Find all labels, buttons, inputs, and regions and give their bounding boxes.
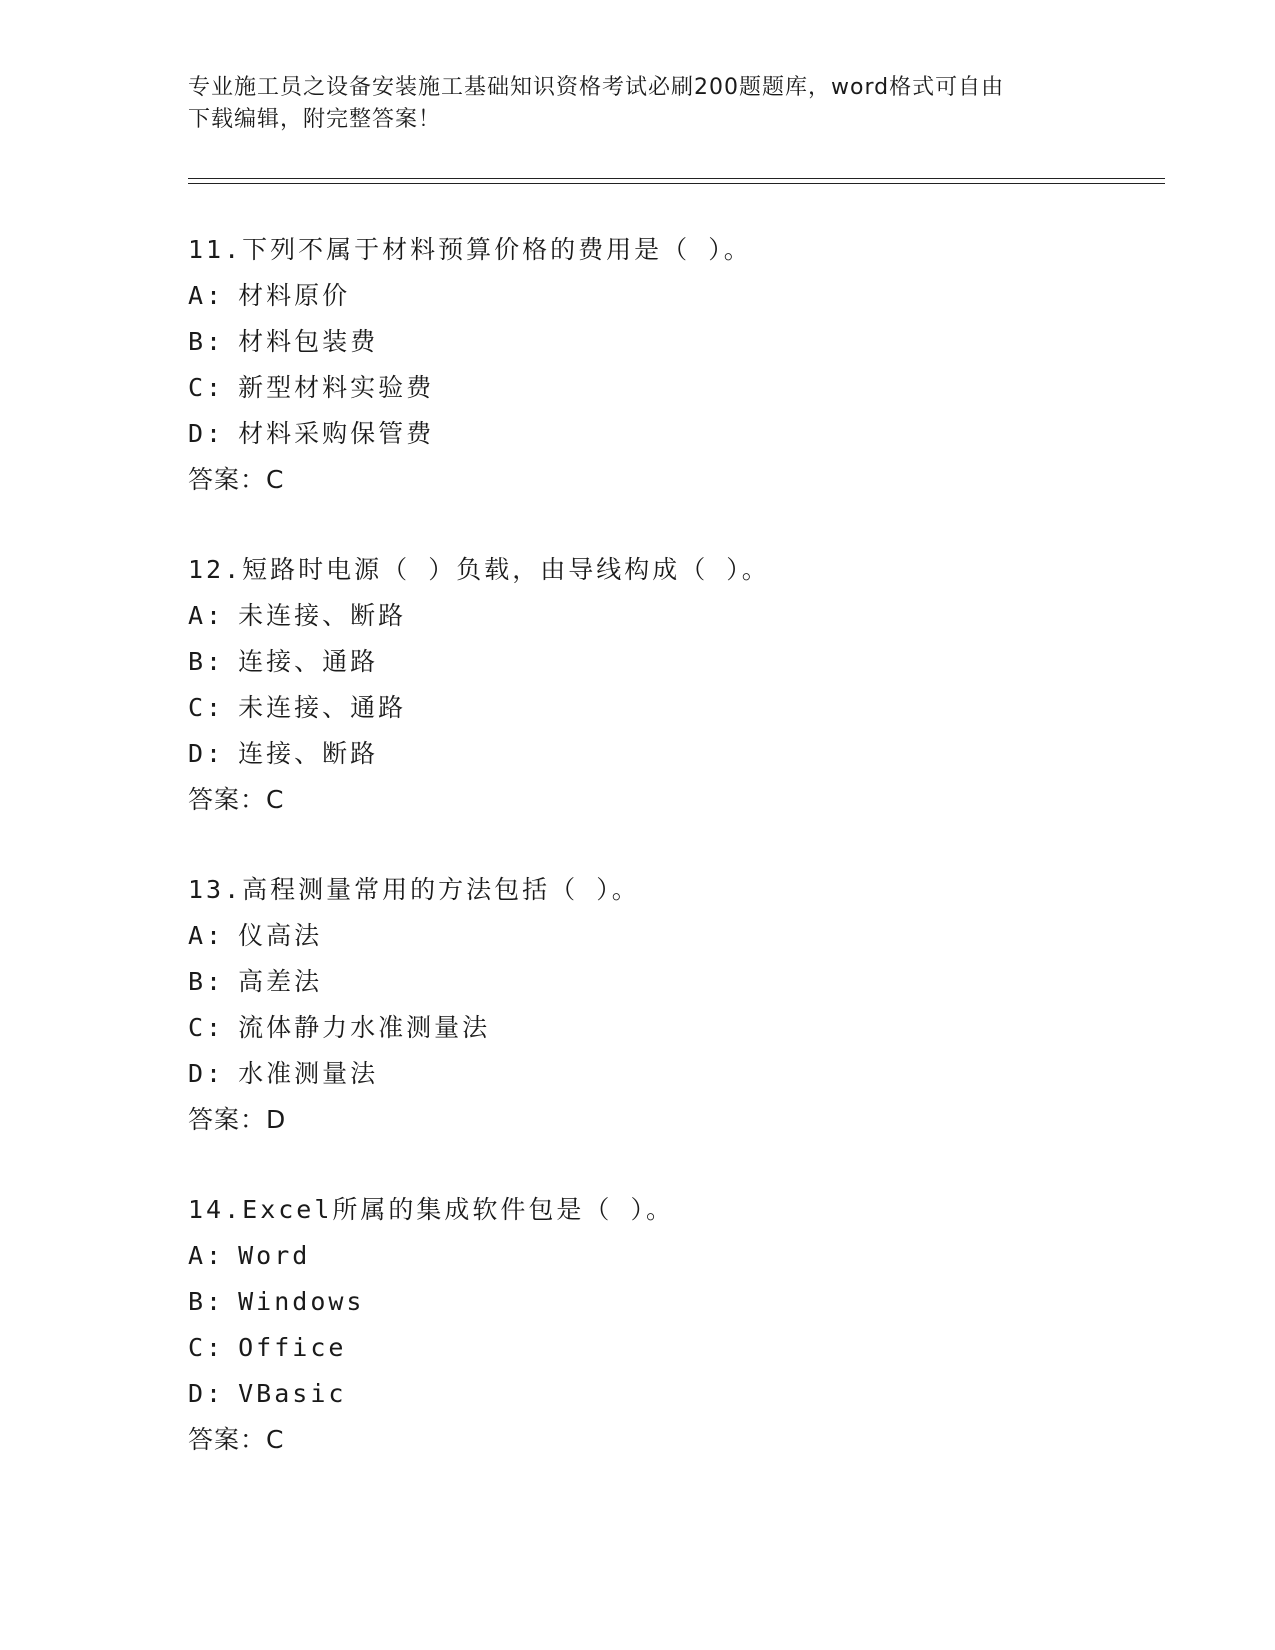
question-stem: 13.高程测量常用的方法包括（ ）。 (188, 875, 640, 904)
option-c (188, 1005, 640, 1051)
option-text: 材料采购保管费 (238, 419, 435, 448)
option-a (188, 593, 770, 639)
option-b (188, 639, 770, 685)
option-label: D: (188, 1059, 225, 1088)
option-b (188, 959, 640, 1005)
option-text: Windows (238, 1287, 365, 1316)
option-label: D: (188, 739, 225, 768)
option-label: C: (188, 1013, 225, 1042)
option-text: 新型材料实验费 (238, 373, 435, 402)
option-label: D: (188, 1379, 225, 1408)
option-label: C: (188, 693, 225, 722)
option-a (188, 913, 640, 959)
option-text: Office (238, 1333, 347, 1362)
option-label: A: (188, 601, 225, 630)
header-divider-bottom (188, 183, 1165, 184)
option-c (188, 685, 770, 731)
option-text: 未连接、通路 (238, 693, 407, 722)
option-label: A: (188, 921, 225, 950)
option-d (188, 731, 770, 777)
option-text: Word (238, 1241, 311, 1270)
header-line-2: 下载编辑，附完整答案！ (188, 107, 442, 132)
option-b (188, 1279, 674, 1325)
question-block (188, 547, 770, 823)
option-text: 未连接、断路 (238, 601, 407, 630)
header-line-1: 专业施工员之设备安装施工基础知识资格考试必刷200题题库，word格式可自由 (188, 75, 1005, 100)
option-label: A: (188, 1241, 225, 1270)
option-c (188, 365, 752, 411)
option-label: B: (188, 1287, 225, 1316)
option-text: 材料原价 (238, 281, 351, 310)
question-stem: 14.Excel所属的集成软件包是（ ）。 (188, 1195, 674, 1224)
option-text: 流体静力水准测量法 (238, 1013, 491, 1042)
option-label: B: (188, 647, 225, 676)
option-label: B: (188, 327, 225, 356)
option-text: 水准测量法 (238, 1059, 379, 1088)
option-label: A: (188, 281, 225, 310)
option-d (188, 411, 752, 457)
question-stem: 12.短路时电源（ ）负载，由导线构成（ ）。 (188, 555, 770, 584)
option-a (188, 273, 752, 319)
answer-line: 答案：C (188, 465, 285, 494)
option-c (188, 1325, 674, 1371)
option-label: C: (188, 1333, 225, 1362)
option-text: VBasic (238, 1379, 347, 1408)
option-text: 连接、通路 (238, 647, 379, 676)
option-a (188, 1233, 674, 1279)
answer-line: 答案：D (188, 1105, 287, 1134)
option-text: 仪高法 (238, 921, 323, 950)
document-header (188, 72, 1068, 136)
question-block (188, 227, 752, 503)
option-label: D: (188, 419, 225, 448)
option-d (188, 1371, 674, 1417)
option-text: 材料包装费 (238, 327, 379, 356)
option-text: 连接、断路 (238, 739, 379, 768)
answer-line: 答案：C (188, 785, 285, 814)
option-text: 高差法 (238, 967, 323, 996)
header-divider-top (188, 178, 1165, 179)
question-block (188, 1187, 674, 1463)
option-b (188, 319, 752, 365)
answer-line: 答案：C (188, 1425, 285, 1454)
question-block (188, 867, 640, 1143)
question-stem: 11.下列不属于材料预算价格的费用是（ ）。 (188, 235, 752, 264)
option-d (188, 1051, 640, 1097)
option-label: C: (188, 373, 225, 402)
option-label: B: (188, 967, 225, 996)
